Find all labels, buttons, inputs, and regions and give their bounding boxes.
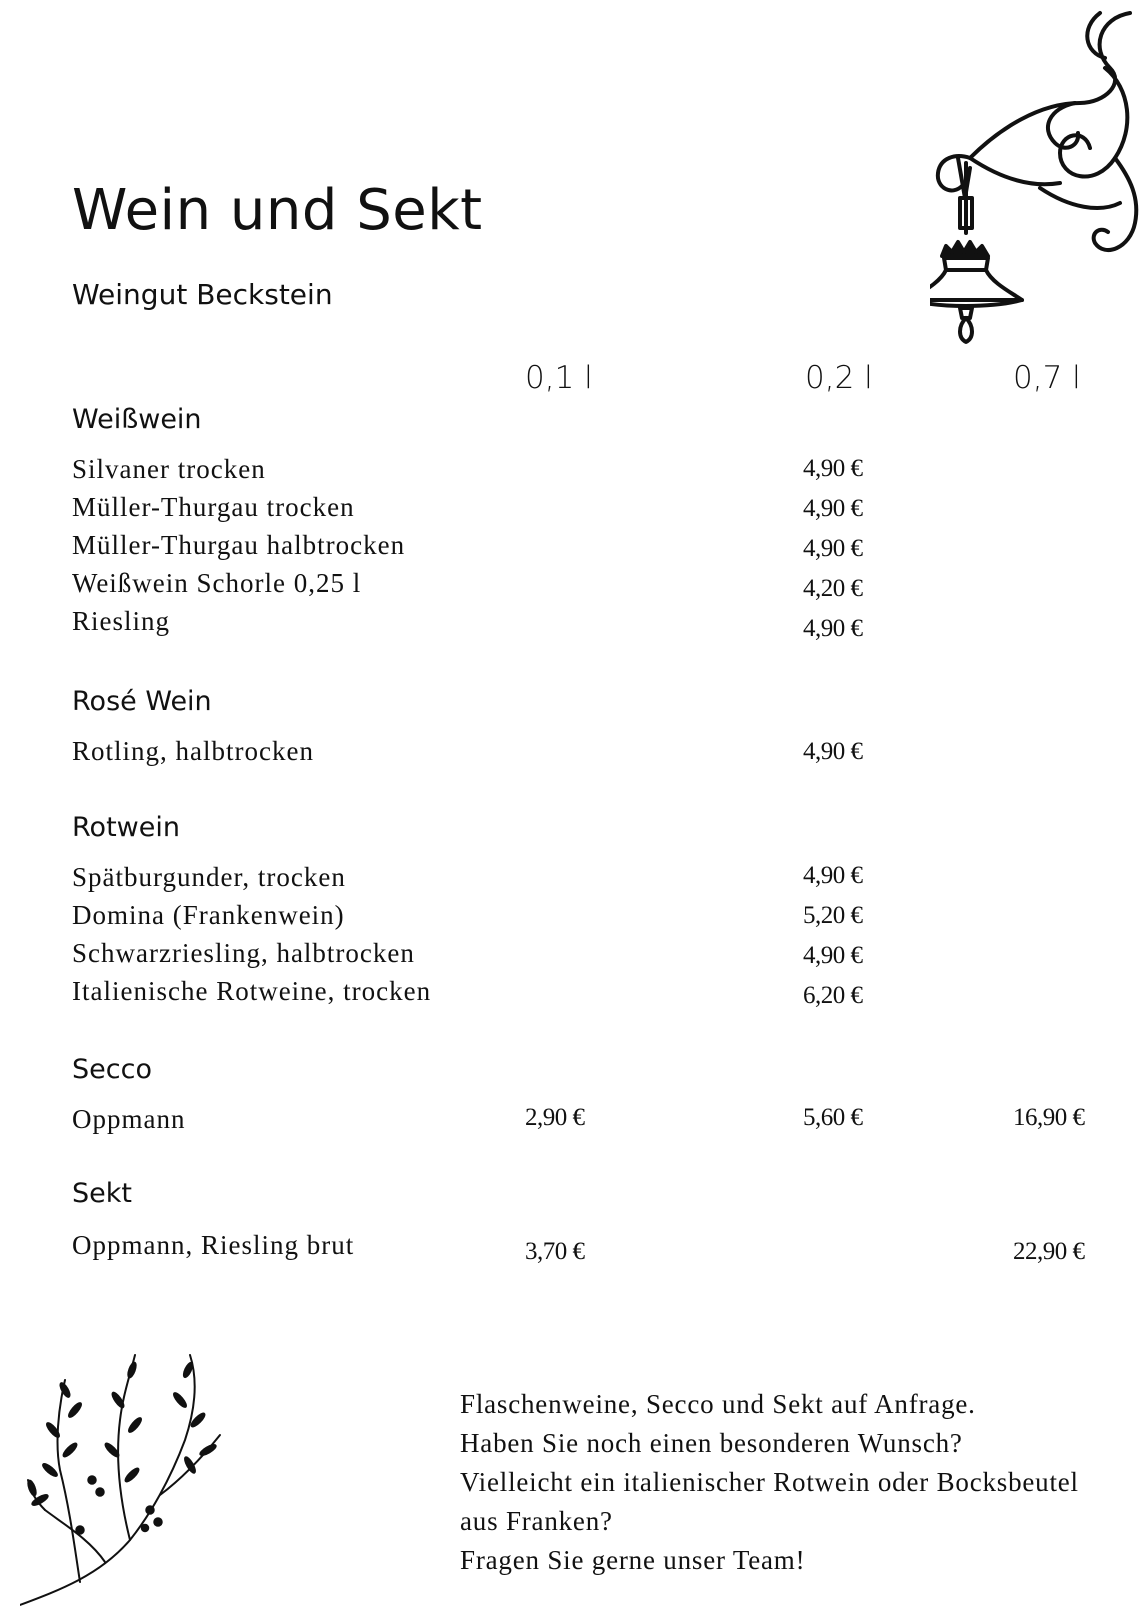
menu-item-price: 16,90 € — [1013, 1104, 1085, 1131]
section-secco: Secco — [72, 1054, 152, 1085]
olive-branch-icon — [20, 1350, 230, 1624]
menu-item-name: Müller-Thurgau halbtrocken — [72, 530, 406, 560]
menu-item-name: Müller-Thurgau trocken — [72, 492, 355, 522]
column-header-0-1l: 0,1 l — [525, 360, 593, 396]
note-line: Haben Sie noch einen besonderen Wunsch? — [460, 1428, 963, 1458]
menu-item-name: Italienische Rotweine, trocken — [72, 976, 432, 1006]
menu-item-name: Rotling, halbtrocken — [72, 736, 314, 766]
menu-item-name: Spätburgunder, trocken — [72, 862, 346, 892]
menu-item-price: 4,90 € — [803, 455, 863, 482]
column-header-0-7l: 0,7 l — [1013, 360, 1081, 396]
menu-item-price: 4,90 € — [803, 535, 863, 562]
menu-item-name: Domina (Frankenwein) — [72, 900, 345, 930]
note-line: Fragen Sie gerne unser Team! — [460, 1545, 806, 1575]
menu-item-name: Oppmann, Riesling brut — [72, 1230, 355, 1260]
menu-item-price: 4,90 € — [803, 862, 863, 889]
menu-item-price: 5,20 € — [803, 902, 863, 929]
section-sekt: Sekt — [72, 1178, 132, 1209]
menu-item-price: 4,20 € — [803, 575, 863, 602]
menu-item-price: 4,90 € — [803, 495, 863, 522]
note-line: Vielleicht ein italienischer Rotwein oder Bocksbeutel — [460, 1467, 1079, 1497]
note-line: aus Franken? — [460, 1506, 613, 1536]
menu-item-price: 22,90 € — [1013, 1238, 1085, 1265]
menu-subtitle: Weingut Beckstein — [72, 278, 333, 311]
note-line: Flaschenweine, Secco und Sekt auf Anfrage. — [460, 1389, 976, 1419]
menu-item-price: 3,70 € — [525, 1238, 585, 1265]
menu-item-price: 2,90 € — [525, 1104, 585, 1131]
hanging-lantern-icon — [930, 8, 1142, 353]
menu-item-name: Riesling — [72, 606, 171, 636]
footer-note — [460, 1385, 1130, 1580]
section-rose-wein: Rosé Wein — [72, 686, 212, 717]
menu-item-price: 4,90 € — [803, 942, 863, 969]
section-weisswein: Weißwein — [72, 404, 202, 435]
menu-item-price: 6,20 € — [803, 982, 863, 1009]
section-rotwein: Rotwein — [72, 812, 180, 843]
menu-item-name: Silvaner trocken — [72, 454, 266, 484]
menu-item-name: Weißwein Schorle 0,25 l — [72, 568, 362, 598]
menu-item-name: Schwarzriesling, halbtrocken — [72, 938, 415, 968]
column-header-0-2l: 0,2 l — [805, 360, 873, 396]
menu-item-price: 4,90 € — [803, 615, 863, 642]
menu-title: Wein und Sekt — [72, 178, 483, 243]
menu-item-price: 5,60 € — [803, 1104, 863, 1131]
menu-item-price: 4,90 € — [803, 738, 863, 765]
menu-item-name: Oppmann — [72, 1104, 186, 1134]
